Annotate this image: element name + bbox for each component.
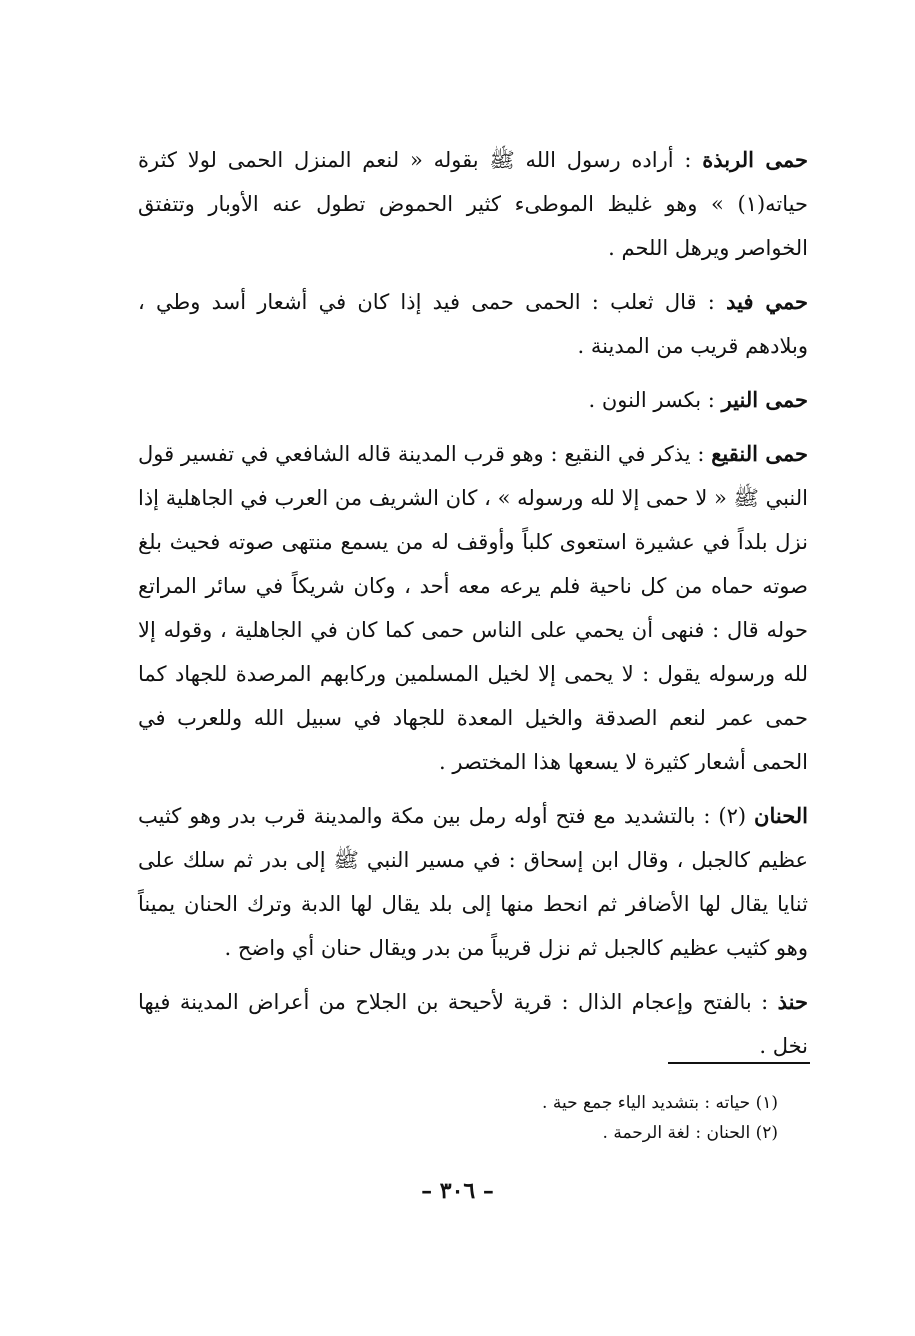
main-text bbox=[138, 138, 808, 1078]
entry-hanadh bbox=[138, 980, 808, 1068]
entry-text: : أراده رسول الله ﷺ بقوله « لنعم المنزل الحمى لولا كثرة حياته(١) » وهو غليظ الموطىء كثير الحموض تطول عنه الأوبار وتتفتق الخواصر ويرهل اللحم . bbox=[138, 148, 808, 260]
footnote-2: (٢) الحنان : لغة الرحمة . bbox=[602, 1123, 778, 1143]
page-number: – ٣٠٦ – bbox=[421, 1178, 494, 1204]
entry-hima-nir bbox=[138, 378, 808, 422]
entry-heading: حمى النير bbox=[721, 387, 808, 412]
footnote-divider bbox=[668, 1062, 810, 1064]
entry-heading: حمي فيد bbox=[726, 289, 808, 314]
entry-text: : بكسر النون . bbox=[588, 388, 722, 412]
entry-heading: حمى النقيع bbox=[711, 441, 808, 466]
footnote-1: (١) حياته : بتشديد الياء جمع حية . bbox=[542, 1093, 778, 1113]
entry-text: : يذكر في النقيع : وهو قرب المدينة قاله الشافعي في تفسير قول النبي ﷺ « لا حمى إلا لله ورسوله » ، كان الشريف من العرب في الجاهلية إذا نزل بلداً في عشيرة استعوى كلباً وأوقف له من يسمع منتهى صوته فحيث بلغ صوته حماه من كل ناحية فلم يرعه معه أحد ، وكان شريكاً في سائر المراتع حوله قال : فنهى أن يحمي على الناس حمى كما كان في الجاهلية ، وقوله إلا لله ورسوله يقول : لا يحمى إلا لخيل المسلمين وركابهم المرصدة للجهاد كما حمى عمر لنعم الصدقة والخيل المعدة للجهاد في سبيل الله وللعرب في الحمى أشعار كثيرة لا يسعها هذا المختصر . bbox=[138, 442, 808, 774]
entry-heading: حمى الربذة bbox=[702, 147, 808, 172]
entry-text: : قال ثعلب : الحمى حمى فيد إذا كان في أشعار أسد وطي ، وبلادهم قريب من المدينة . bbox=[138, 290, 808, 358]
footnotes bbox=[460, 1088, 778, 1148]
entry-text: : بالفتح وإعجام الذال : قرية لأحيحة بن الجلاح من أعراض المدينة فيها نخل . bbox=[138, 990, 808, 1058]
entry-heading: الحنان bbox=[754, 803, 808, 828]
entry-text: (٢) : بالتشديد مع فتح أوله رمل بين مكة والمدينة قرب بدر وهو كثيب عظيم كالجبل ، وقال ابن إسحاق : في مسير النبي ﷺ إلى بدر ثم سلك على ثنايا يقال لها الأضافر ثم انحط منها إلى بلد يقال لها الدبة وترك الحنان يميناً وهو كثيب عظيم كالجبل ثم نزل قريباً من بدر ويقال حنان أي واضح . bbox=[138, 804, 808, 960]
entry-hanan bbox=[138, 794, 808, 970]
entry-heading: حنذ bbox=[777, 989, 808, 1014]
entry-hima-naqi bbox=[138, 432, 808, 784]
entry-hima-fayd bbox=[138, 280, 808, 368]
entry-hima-rabadha bbox=[138, 138, 808, 270]
